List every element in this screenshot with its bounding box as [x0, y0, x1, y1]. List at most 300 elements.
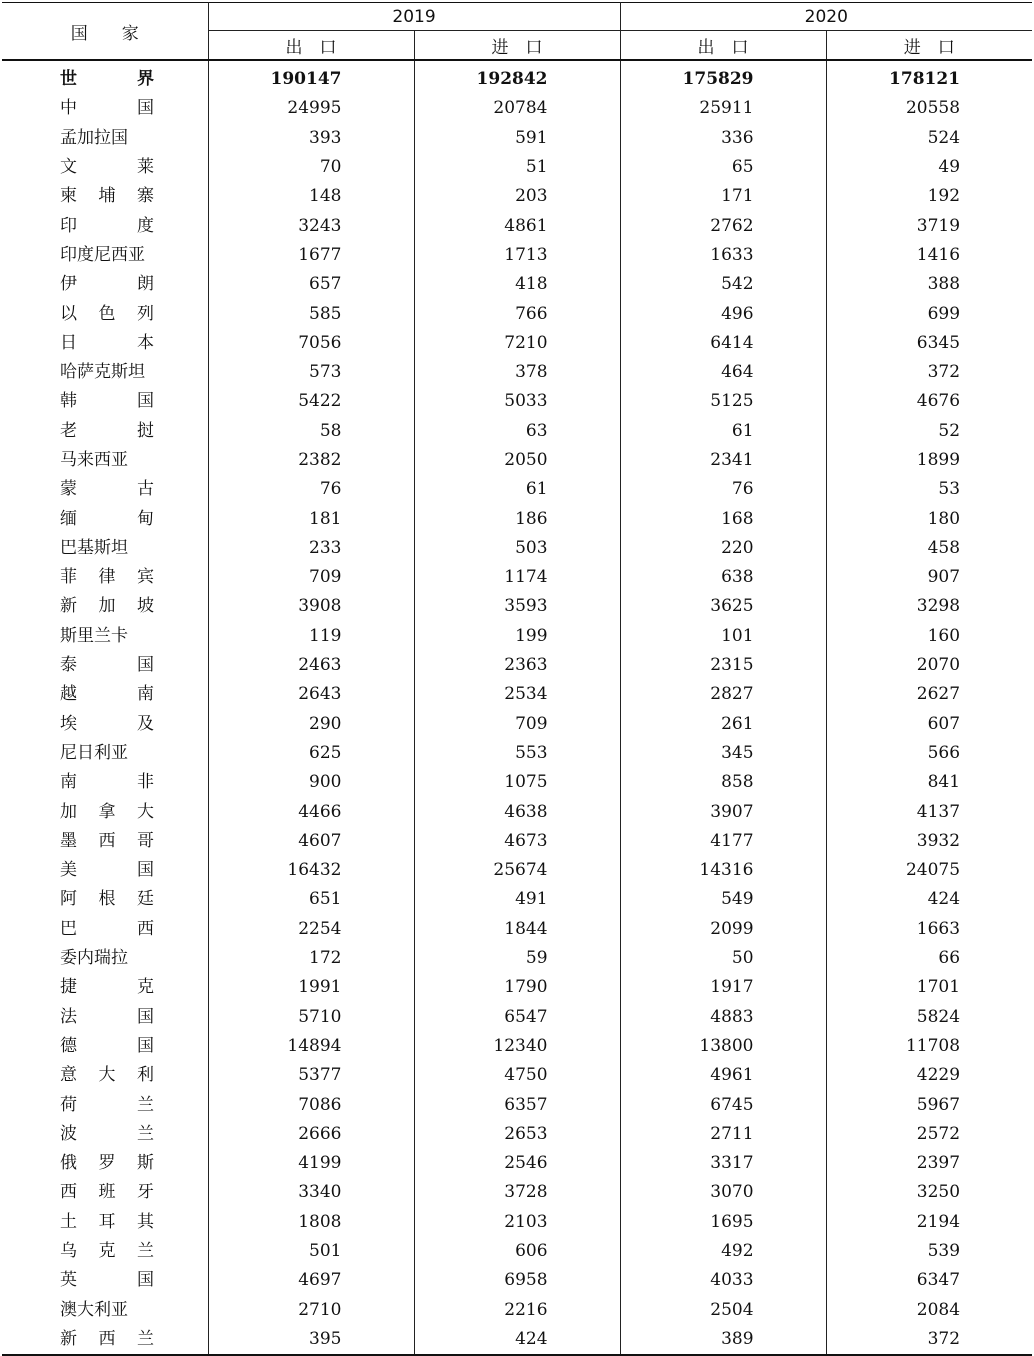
export-2019-cell: 2643 — [208, 680, 414, 709]
country-name: 德 国 — [60, 1035, 154, 1056]
export-2019-cell: 2463 — [208, 651, 414, 680]
country-name-cell — [2, 358, 208, 387]
import-2020-cell: 1701 — [916, 977, 961, 998]
country-name: 韩 国 — [60, 391, 154, 412]
import-2019-cell: 2050 — [414, 446, 620, 475]
import-2020-cell: 11708 — [905, 1035, 961, 1056]
country-name-cell — [2, 475, 208, 504]
import-2019-cell: 4673 — [414, 827, 620, 856]
import-2019-cell: 591 — [414, 124, 620, 153]
country-name-cell — [2, 797, 208, 826]
country-name: 捷 克 — [60, 977, 154, 998]
import-header-2020: 进 口 — [826, 31, 1032, 61]
import-2020-cell: 5824 — [916, 1006, 961, 1027]
import-2019-cell: 25674 — [414, 856, 620, 885]
country-name: 柬 埔 寨 — [60, 186, 154, 207]
country-name-cell — [2, 1266, 208, 1295]
import-2019-cell: 1790 — [414, 973, 620, 1002]
export-2020-cell: 2762 — [620, 211, 826, 240]
table-row — [2, 241, 1032, 270]
table-row — [2, 504, 1032, 533]
table-row — [2, 417, 1032, 446]
import-2020-cell: 6347 — [916, 1270, 961, 1291]
country-name-cell — [2, 1149, 208, 1178]
country-name-cell — [2, 446, 208, 475]
export-2019-cell: 2254 — [208, 915, 414, 944]
import-2019-cell: 7210 — [414, 329, 620, 358]
country-name: 澳大利亚 — [60, 1299, 128, 1320]
table-row — [2, 124, 1032, 153]
import-2019-cell: 5033 — [414, 387, 620, 416]
country-name: 乌 克 兰 — [60, 1241, 154, 1262]
year-header-2019: 2019 — [208, 3, 620, 31]
export-2020-cell: 542 — [620, 270, 826, 299]
import-2019-cell: 59 — [414, 944, 620, 973]
import-2020-cell: 4137 — [916, 801, 961, 822]
table-row — [2, 973, 1032, 1002]
country-name-cell — [2, 534, 208, 563]
country-name: 老 挝 — [60, 420, 154, 441]
export-2020-cell: 464 — [620, 358, 826, 387]
country-name-cell — [2, 504, 208, 533]
table-row — [2, 358, 1032, 387]
table-row — [2, 885, 1032, 914]
import-2019-cell: 709 — [414, 710, 620, 739]
country-name: 俄 罗 斯 — [60, 1153, 154, 1174]
export-2020-cell: 261 — [620, 710, 826, 739]
export-2019-cell: 233 — [208, 534, 414, 563]
country-name: 斯里兰卡 — [60, 625, 128, 646]
country-name-cell — [2, 827, 208, 856]
country-name-cell — [2, 182, 208, 211]
country-name-cell — [2, 60, 208, 94]
country-name-cell — [2, 1003, 208, 1032]
import-2020-cell: 2084 — [916, 1299, 961, 1320]
export-2020-cell: 4883 — [620, 1003, 826, 1032]
import-2020-cell: 3719 — [916, 215, 961, 236]
country-name-cell — [2, 680, 208, 709]
export-2020-cell: 14316 — [620, 856, 826, 885]
export-2019-cell: 900 — [208, 768, 414, 797]
country-name: 印 度 — [60, 215, 154, 236]
import-2020-cell: 3932 — [916, 830, 961, 851]
country-name: 尼日利亚 — [60, 742, 128, 763]
import-2020-cell: 192 — [927, 186, 961, 207]
import-2020-cell: 2572 — [916, 1123, 961, 1144]
import-2019-cell: 203 — [414, 182, 620, 211]
country-name-cell — [2, 944, 208, 973]
export-2020-cell: 3317 — [620, 1149, 826, 1178]
import-2020-cell: 20558 — [905, 98, 961, 119]
import-2019-cell: 2103 — [414, 1208, 620, 1237]
import-2020-cell: 2627 — [916, 684, 961, 705]
import-2019-cell: 491 — [414, 885, 620, 914]
import-2019-cell: 3593 — [414, 592, 620, 621]
import-2019-cell: 606 — [414, 1237, 620, 1266]
export-2020-cell: 25911 — [620, 94, 826, 123]
country-name: 以 色 列 — [60, 303, 154, 324]
import-2020-cell: 160 — [927, 625, 961, 646]
export-2019-cell: 290 — [208, 710, 414, 739]
country-name: 委内瑞拉 — [60, 948, 128, 969]
import-2019-cell: 1844 — [414, 915, 620, 944]
country-name: 阿 根 廷 — [60, 889, 154, 910]
export-2019-cell: 3340 — [208, 1178, 414, 1207]
country-name-cell — [2, 915, 208, 944]
import-2020-cell: 3298 — [916, 596, 961, 617]
country-name: 文 莱 — [60, 157, 154, 178]
export-2019-cell: 1677 — [208, 241, 414, 270]
import-2019-cell: 553 — [414, 739, 620, 768]
export-2019-cell: 709 — [208, 563, 414, 592]
import-2019-cell: 2216 — [414, 1295, 620, 1324]
table-row — [2, 622, 1032, 651]
table-row — [2, 1032, 1032, 1061]
export-2019-cell: 2710 — [208, 1295, 414, 1324]
export-2020-cell: 76 — [620, 475, 826, 504]
country-name-cell — [2, 1090, 208, 1119]
country-name-cell — [2, 1061, 208, 1090]
import-2020-cell: 1416 — [916, 244, 961, 265]
country-name: 蒙 古 — [60, 479, 154, 500]
country-name-cell — [2, 211, 208, 240]
export-2019-cell: 393 — [208, 124, 414, 153]
table-row — [2, 94, 1032, 123]
export-2020-cell: 1917 — [620, 973, 826, 1002]
export-2020-cell: 492 — [620, 1237, 826, 1266]
table-row — [2, 563, 1032, 592]
export-2020-cell: 220 — [620, 534, 826, 563]
trade-table-page — [2, 2, 1032, 1356]
import-2019-cell: 1075 — [414, 768, 620, 797]
import-2020-cell: 539 — [927, 1241, 961, 1262]
import-2019-cell: 6357 — [414, 1090, 620, 1119]
country-name: 加 拿 大 — [60, 801, 154, 822]
country-name-cell — [2, 973, 208, 1002]
export-2020-cell: 101 — [620, 622, 826, 651]
import-2019-cell: 4750 — [414, 1061, 620, 1090]
country-name-cell — [2, 417, 208, 446]
country-name: 印度尼西亚 — [60, 244, 145, 265]
export-2020-cell: 3907 — [620, 797, 826, 826]
table-row — [2, 182, 1032, 211]
country-name: 越 南 — [60, 684, 154, 705]
import-2019-cell: 3728 — [414, 1178, 620, 1207]
import-2019-cell: 6547 — [414, 1003, 620, 1032]
country-name: 墨 西 哥 — [60, 830, 154, 851]
table-row — [2, 710, 1032, 739]
export-2019-cell: 2382 — [208, 446, 414, 475]
import-header-2019: 进 口 — [414, 31, 620, 61]
export-2020-cell: 2315 — [620, 651, 826, 680]
export-2019-cell: 76 — [208, 475, 414, 504]
table-row — [2, 299, 1032, 328]
export-2019-cell: 395 — [208, 1325, 414, 1355]
country-name-cell — [2, 592, 208, 621]
export-2020-cell: 345 — [620, 739, 826, 768]
table-row — [2, 797, 1032, 826]
import-2020-cell: 24075 — [905, 860, 961, 881]
country-name: 马来西亚 — [60, 450, 128, 470]
export-2019-cell: 7056 — [208, 329, 414, 358]
import-2019-cell: 2653 — [414, 1120, 620, 1149]
table-row — [2, 1061, 1032, 1090]
export-2020-cell: 1695 — [620, 1208, 826, 1237]
country-column-header: 国 家 — [2, 3, 208, 61]
country-name-cell — [2, 241, 208, 270]
export-2020-cell: 858 — [620, 768, 826, 797]
import-2020-cell: 1663 — [916, 918, 961, 939]
import-2019-cell: 2534 — [414, 680, 620, 709]
import-2019-cell: 51 — [414, 153, 620, 182]
import-2020-cell: 524 — [927, 127, 961, 148]
country-name: 伊 朗 — [60, 274, 154, 295]
import-2019-cell: 378 — [414, 358, 620, 387]
table-row — [2, 211, 1032, 240]
export-2020-cell: 171 — [620, 182, 826, 211]
export-2019-cell: 148 — [208, 182, 414, 211]
export-2020-cell: 549 — [620, 885, 826, 914]
country-name: 菲 律 宾 — [60, 567, 154, 588]
country-name-cell — [2, 329, 208, 358]
import-2019-cell: 4638 — [414, 797, 620, 826]
export-2019-cell: 16432 — [208, 856, 414, 885]
table-header — [2, 3, 1032, 61]
table-row — [2, 387, 1032, 416]
export-2019-cell: 3243 — [208, 211, 414, 240]
import-2019-cell: 424 — [414, 1325, 620, 1355]
country-name: 哈萨克斯坦 — [60, 362, 145, 383]
table-row — [2, 446, 1032, 475]
table-row — [2, 1237, 1032, 1266]
country-name-cell — [2, 299, 208, 328]
country-name-cell — [2, 1208, 208, 1237]
country-name-cell — [2, 153, 208, 182]
table-row — [2, 915, 1032, 944]
export-2019-cell: 4466 — [208, 797, 414, 826]
export-2020-cell: 50 — [620, 944, 826, 973]
export-2020-cell: 2827 — [620, 680, 826, 709]
import-2020-cell: 52 — [938, 420, 961, 441]
export-2020-cell: 3625 — [620, 592, 826, 621]
country-name: 新 加 坡 — [60, 596, 154, 617]
table-row — [2, 534, 1032, 563]
export-2019-cell: 190147 — [208, 60, 414, 94]
year-header-2020: 2020 — [620, 3, 1032, 31]
export-2020-cell: 65 — [620, 153, 826, 182]
export-2019-cell: 7086 — [208, 1090, 414, 1119]
country-name: 巴 西 — [60, 918, 154, 939]
import-2020-cell: 2070 — [916, 655, 961, 676]
country-name: 泰 国 — [60, 655, 154, 676]
export-2019-cell: 5422 — [208, 387, 414, 416]
export-2019-cell: 585 — [208, 299, 414, 328]
import-2020-cell: 372 — [927, 1328, 961, 1349]
import-2020-cell: 2397 — [916, 1153, 961, 1174]
import-2020-cell: 907 — [927, 567, 961, 588]
country-name-cell — [2, 710, 208, 739]
export-2019-cell: 2666 — [208, 1120, 414, 1149]
import-2019-cell: 4861 — [414, 211, 620, 240]
country-name-cell — [2, 1120, 208, 1149]
import-2020-cell: 699 — [927, 303, 961, 324]
import-2019-cell: 63 — [414, 417, 620, 446]
export-2019-cell: 625 — [208, 739, 414, 768]
country-name: 巴基斯坦 — [60, 537, 128, 558]
country-name-cell — [2, 563, 208, 592]
table-row — [2, 60, 1032, 94]
table-row — [2, 1208, 1032, 1237]
country-name: 埃 及 — [60, 713, 154, 734]
table-row — [2, 329, 1032, 358]
table-row — [2, 1090, 1032, 1119]
export-2020-cell: 2341 — [620, 446, 826, 475]
table-row — [2, 592, 1032, 621]
import-2019-cell: 1713 — [414, 241, 620, 270]
country-name-cell — [2, 270, 208, 299]
table-row — [2, 1325, 1032, 1355]
export-2020-cell: 2099 — [620, 915, 826, 944]
export-2019-cell: 172 — [208, 944, 414, 973]
table-row — [2, 827, 1032, 856]
export-2020-cell: 61 — [620, 417, 826, 446]
table-row — [2, 270, 1032, 299]
export-2019-cell: 24995 — [208, 94, 414, 123]
import-2019-cell: 192842 — [414, 60, 620, 94]
import-2019-cell: 766 — [414, 299, 620, 328]
country-name-cell — [2, 124, 208, 153]
country-name-cell — [2, 885, 208, 914]
country-name-cell — [2, 94, 208, 123]
import-2020-cell: 3250 — [916, 1182, 961, 1203]
export-2019-cell: 4607 — [208, 827, 414, 856]
table-row — [2, 739, 1032, 768]
import-2020-cell: 841 — [927, 772, 961, 793]
export-2020-cell: 13800 — [620, 1032, 826, 1061]
table-row — [2, 1149, 1032, 1178]
export-2019-cell: 1991 — [208, 973, 414, 1002]
table-row — [2, 153, 1032, 182]
export-2020-cell: 175829 — [620, 60, 826, 94]
export-header-2019: 出 口 — [208, 31, 414, 61]
country-name: 美 国 — [60, 860, 154, 881]
export-2020-cell: 1633 — [620, 241, 826, 270]
export-2020-cell: 4177 — [620, 827, 826, 856]
table-row — [2, 856, 1032, 885]
export-2020-cell: 389 — [620, 1325, 826, 1355]
country-name: 日 本 — [60, 332, 154, 353]
export-2019-cell: 573 — [208, 358, 414, 387]
import-2020-cell: 4229 — [916, 1065, 961, 1086]
import-2020-cell: 2194 — [916, 1211, 961, 1232]
import-2020-cell: 1899 — [916, 450, 961, 470]
export-2020-cell: 6414 — [620, 329, 826, 358]
export-2020-cell: 4033 — [620, 1266, 826, 1295]
country-name-cell — [2, 768, 208, 797]
table-row — [2, 651, 1032, 680]
country-name: 西 班 牙 — [60, 1182, 154, 1203]
export-2019-cell: 70 — [208, 153, 414, 182]
import-2019-cell: 1174 — [414, 563, 620, 592]
table-row — [2, 1178, 1032, 1207]
table-body — [2, 60, 1032, 1355]
export-2019-cell: 181 — [208, 504, 414, 533]
export-2019-cell: 4199 — [208, 1149, 414, 1178]
import-2020-cell: 178121 — [889, 69, 961, 90]
import-2020-cell: 372 — [927, 362, 961, 383]
export-2020-cell: 336 — [620, 124, 826, 153]
import-2019-cell: 61 — [414, 475, 620, 504]
export-2019-cell: 3908 — [208, 592, 414, 621]
export-2019-cell: 5710 — [208, 1003, 414, 1032]
import-2019-cell: 418 — [414, 270, 620, 299]
import-2020-cell: 180 — [927, 508, 961, 529]
export-2020-cell: 4961 — [620, 1061, 826, 1090]
import-2020-cell: 4676 — [916, 391, 961, 412]
import-2019-cell: 6958 — [414, 1266, 620, 1295]
country-name: 中 国 — [60, 98, 154, 119]
export-2019-cell: 4697 — [208, 1266, 414, 1295]
country-name-cell — [2, 622, 208, 651]
import-2020-cell: 49 — [938, 157, 961, 178]
import-2019-cell: 199 — [414, 622, 620, 651]
country-name: 孟加拉国 — [60, 127, 128, 148]
country-name-cell — [2, 856, 208, 885]
import-2020-cell: 66 — [938, 948, 961, 969]
table-row — [2, 1120, 1032, 1149]
table-row — [2, 1266, 1032, 1295]
import-2020-cell: 607 — [927, 713, 961, 734]
country-name-cell — [2, 1032, 208, 1061]
country-name: 南 非 — [60, 772, 154, 793]
table-row — [2, 1295, 1032, 1324]
export-2020-cell: 168 — [620, 504, 826, 533]
import-2019-cell: 186 — [414, 504, 620, 533]
country-name-cell — [2, 387, 208, 416]
table-row — [2, 768, 1032, 797]
table-row — [2, 680, 1032, 709]
country-name-cell — [2, 1178, 208, 1207]
country-name: 荷 兰 — [60, 1094, 154, 1115]
import-2019-cell: 12340 — [414, 1032, 620, 1061]
import-2019-cell: 20784 — [414, 94, 620, 123]
table-row — [2, 475, 1032, 504]
country-name: 缅 甸 — [60, 508, 154, 529]
export-2019-cell: 651 — [208, 885, 414, 914]
country-name: 世 界 — [60, 69, 154, 90]
import-2020-cell: 458 — [927, 537, 961, 558]
export-2020-cell: 6745 — [620, 1090, 826, 1119]
import-2020-cell: 53 — [938, 479, 961, 500]
export-2019-cell: 58 — [208, 417, 414, 446]
country-name: 法 国 — [60, 1006, 154, 1027]
export-2019-cell: 1808 — [208, 1208, 414, 1237]
export-2019-cell: 501 — [208, 1237, 414, 1266]
export-2020-cell: 5125 — [620, 387, 826, 416]
export-header-2020: 出 口 — [620, 31, 826, 61]
table-row — [2, 944, 1032, 973]
country-name-cell — [2, 1237, 208, 1266]
import-2020-cell: 388 — [927, 274, 961, 295]
table-row — [2, 1003, 1032, 1032]
import-2019-cell: 503 — [414, 534, 620, 563]
export-2019-cell: 119 — [208, 622, 414, 651]
import-2019-cell: 2546 — [414, 1149, 620, 1178]
import-2020-cell: 6345 — [916, 332, 961, 353]
import-2020-cell: 5967 — [916, 1094, 961, 1115]
country-name: 新 西 兰 — [60, 1328, 154, 1349]
country-name-cell — [2, 651, 208, 680]
